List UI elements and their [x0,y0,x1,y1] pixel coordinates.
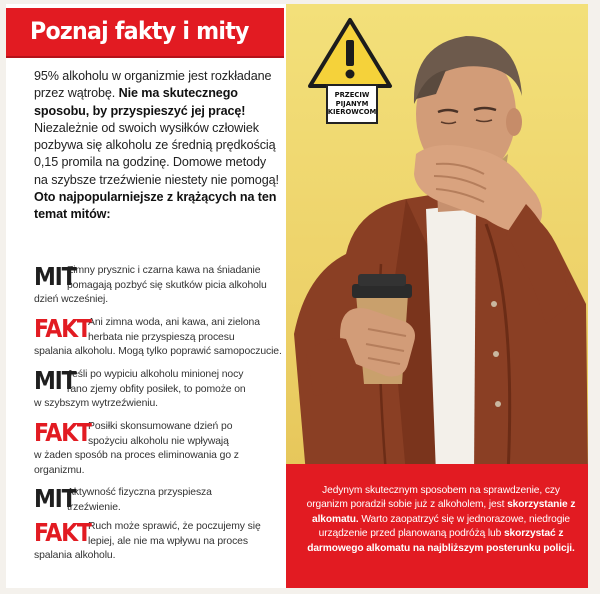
intro-bold-1: Nie ma skutecznego sposobu, by przyspieszyć jej pracę! [34,86,246,118]
intro-text-2: Niezależnie od swoich wysiłków człowiek pozbywa się alkoholu ze średnią prędkością 0,15 promila na godzinę. Domowe metody na szybsze trzeźwienie niestety nie pomogą! [34,120,279,187]
facts-myths-panel [6,4,284,588]
leaflet-page [6,4,588,588]
myth-tag: MIT [34,484,76,513]
warning-label [326,84,378,124]
page-title: Poznaj fakty i mity [30,17,249,45]
fact-tag: FAKT [34,418,91,447]
info-text-1: Jedynym skutecznym sposobem na sprawdzenie, czy organizm poradził sobie już z alkoholem, jest [306,485,560,511]
item-text-line: rano zjemy obfity posiłek, to pomoże on [67,383,246,395]
item-text-line: w żaden sposób na proces eliminowania go z organizmu. [34,450,239,476]
item-text-line: dzień wcześniej. [34,294,109,306]
item-text-line: Ruch może sprawić, że poczujemy się [88,521,261,532]
item-text-line: Posiłki skonsumowane dzień po [88,421,233,432]
warning-line-2: PIJANYM [335,99,369,108]
intro-paragraph [34,68,282,224]
warning-line-3: KIEROWCOM [327,108,377,117]
fact-item-1 [34,316,284,360]
item-text-line: Aktywność fizyczna przyspiesza [67,487,212,498]
item-text-line: Jeśli po wypiciu alkoholu minionej nocy [67,369,244,380]
item-text-line: spalania alkoholu. Mogą tylko poprawić samopoczucie. [34,346,282,358]
myth-item-2 [34,368,284,412]
myth-item-3 [34,486,284,515]
item-text-line: Ani zimna woda, ani kawa, ani zielona [88,317,260,328]
alcohol-tester-info-box [286,464,588,588]
myth-tag: MIT [34,262,76,291]
fact-item-3 [34,520,284,564]
warning-triangle-icon [306,16,394,92]
item-text-line: trzeźwienie. [67,501,121,513]
warning-line-1: PRZECIW [334,91,370,100]
info-bold-2: skorzystać z darmowego alkomatu na najbliższym posterunku policji. [307,528,575,554]
fact-tag: FAKT [34,518,91,547]
myth-tag: MIT [34,366,76,395]
info-bold-1: skorzystanie z alkomatu. [312,499,576,525]
item-text-line: spożyciu alkoholu nie wpływają [88,435,229,447]
fact-item-2 [34,420,284,478]
item-text-line: herbata nie przyspieszą procesu [88,331,235,343]
warning-sign [306,16,394,128]
fact-tag: FAKT [34,314,91,343]
intro-bold-2: Oto najpopularniejsze z krążących na ten temat mitów: [34,190,277,222]
info-text-2: Warto zaopatrzyć się w jednorazowe, niedrogie urządzenie przed planowaną podróżą lub [318,513,570,540]
item-text-line: Zimny prysznic i czarna kawa na śniadanie [67,265,261,276]
intro-text-1: 95% alkoholu w organizmie jest rozkładane przez wątrobę. [34,69,272,101]
item-text-line: lepiej, ale nie ma wpływu na proces [88,535,248,547]
item-text-line: spalania alkoholu. [34,550,116,562]
info-paragraph [306,484,576,556]
illustration-panel [286,4,588,588]
title-banner [6,8,284,58]
item-text-line: w szybszym wytrzeźwieniu. [34,398,158,410]
myth-item-1 [34,264,284,308]
item-text-line: pomagają pozbyć się skutków picia alkoholu [67,279,267,291]
